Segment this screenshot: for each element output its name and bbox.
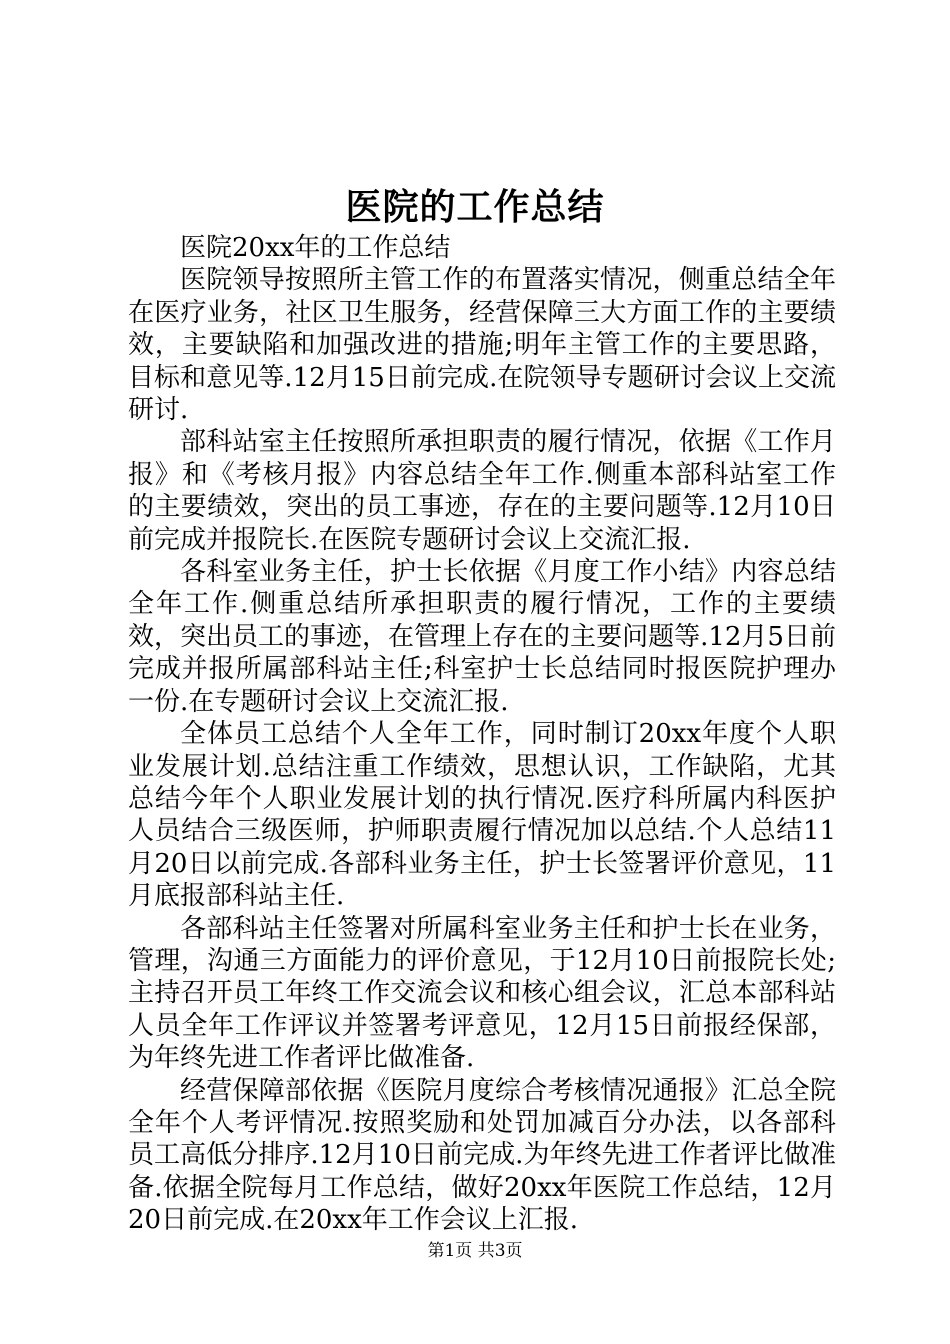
paragraph: 医院20xx年的工作总结	[180, 233, 451, 263]
document-title: 医院的工作总结	[345, 186, 605, 228]
paragraph: 各部科站主任签署对所属科室业务主任和护士长在业务，管理，沟通三方面能力的评价意见，于12月10日前报院长处;主持召开员工年终工作交流会议和核心组会议，汇总本部科站人员全年工作评议并签署考评意见，12月15日前报经保部，为年终先进工作者评比做准备.	[128, 913, 836, 1074]
paragraph: 各科室业务主任，护士长依据《月度工作小结》内容总结全年工作.侧重总结所承担职责的履行情况，工作的主要绩效，突出员工的事迹，在管理上存在的主要问题等.12月5日前完成并报所属部科站主任;科室护士长总结同时报医院护理办一份.在专题研讨会议上交流汇报.	[128, 557, 836, 717]
paragraph: 医院领导按照所主管工作的布置落实情况，侧重总结全年在医疗业务，社区卫生服务，经营保障三大方面工作的主要绩效，主要缺陷和加强改进的措施;明年主管工作的主要思路，目标和意见等.12月15日前完成.在院领导专题研讨会议上交流研讨.	[128, 265, 836, 426]
page-number-footer: 第1页 共3页	[427, 1241, 523, 1261]
paragraph: 部科站室主任按照所承担职责的履行情况，依据《工作月报》和《考核月报》内容总结全年工作.侧重本部科站室工作的主要绩效，突出的员工事迹，存在的主要问题等.12月10日前完成并报院长.在医院专题研讨会议上交流汇报.	[128, 427, 836, 555]
paragraph: 经营保障部依据《医院月度综合考核情况通报》汇总全院全年个人考评情况.按照奖励和处罚加减百分办法，以各部科员工高低分排序.12月10日前完成.为年终先进工作者评比做准备.依据全院每月工作总结，做好20xx年医院工作总结，12月20日前完成.在20xx年工作会议上汇报.	[128, 1075, 836, 1236]
document-body	[128, 232, 836, 1237]
paragraph: 全体员工总结个人全年工作，同时制订20xx年度个人职业发展计划.总结注重工作绩效，思想认识，工作缺陷，尤其总结今年个人职业发展计划的执行情况.医疗科所属内科医护人员结合三级医师，护师职责履行情况加以总结.个人总结11月20日以前完成.各部科业务主任，护士长签署评价意见，11月底报部科站主任.	[128, 719, 836, 912]
